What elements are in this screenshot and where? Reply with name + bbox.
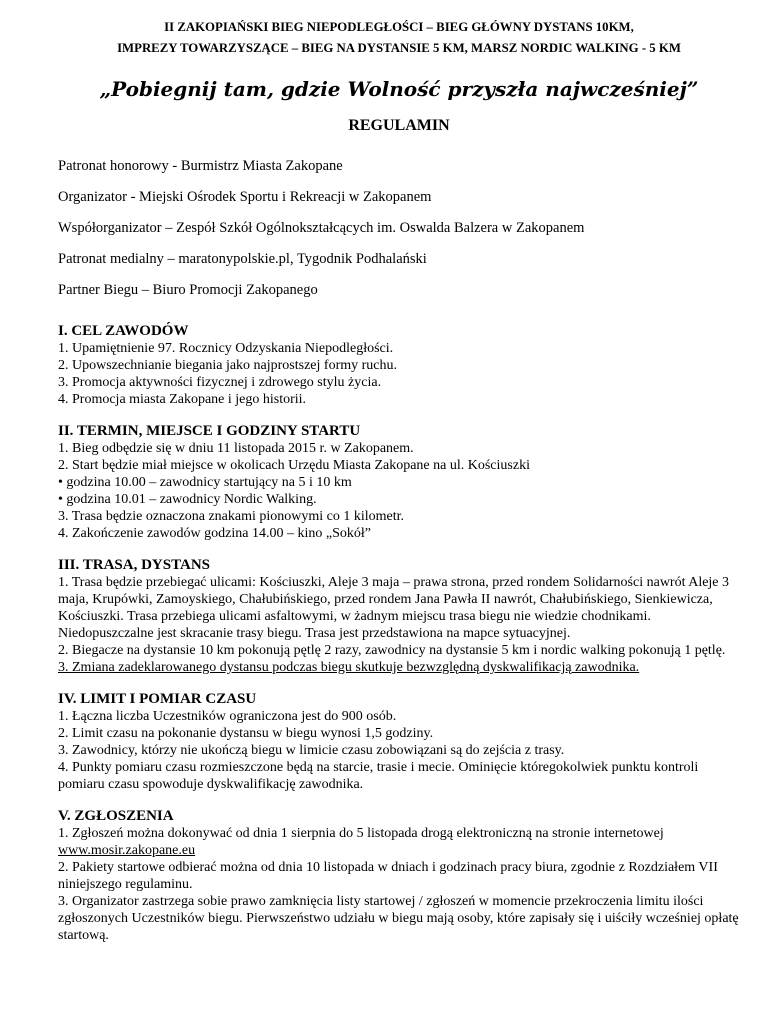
- section-heading: II. TERMIN, MIEJSCE I GODZINY STARTU: [58, 423, 361, 439]
- section-item: 1. Trasa będzie przebiegać ulicami: Kościuszki, Aleje 3 maja – prawa strona, przed rondem Solidarności nawrót Aleje 3 maja, Krupówki, Zamoyskiego, Chałubińskiego, przed rondem Jana Pawła II nawrót, Chałubińskiego, Sienkiewicza, Kościuszki. Trasa przebiega ulicami asfaltowymi, w żadnym miejscu trasa biegu nie wiedzie chodnikami. Niedopuszczalne jest skracanie trasy biegu. Trasa jest przedstawiona na mapce sytuacyjnej.: [58, 575, 730, 641]
- section-item-underlined: 3. Zmiana zadeklarowanego dystansu podczas biegu skutkuje bezwzględną dyskwalifikacją zawodnika.: [58, 660, 640, 675]
- section-item: • godzina 10.01 – zawodnicy Nordic Walking.: [58, 492, 317, 507]
- document-page: [0, 17, 768, 1011]
- info-line: Patronat medialny – maratonypolskie.pl, Tygodnik Podhalański: [58, 251, 427, 267]
- section-heading: IV. LIMIT I POMIAR CZASU: [58, 691, 257, 707]
- website-link[interactable]: www.mosir.zakopane.eu: [58, 843, 196, 858]
- section-item: 4. Promocja miasta Zakopane i jego historii.: [58, 392, 307, 407]
- section-item: 2. Limit czasu na pokonanie dystansu w biegu wynosi 1,5 godziny.: [58, 726, 434, 741]
- header-line-2: IMPREZY TOWARZYSZĄCE – BIEG NA DYSTANSIE 5 KM, MARSZ NORDIC WALKING - 5 KM: [117, 41, 681, 55]
- section-heading: V. ZGŁOSZENIA: [58, 808, 174, 824]
- section-item: 3. Promocja aktywności fizycznej i zdrowego stylu życia.: [58, 375, 382, 390]
- info-line: Organizator - Miejski Ośrodek Sportu i Rekreacji w Zakopanem: [58, 189, 432, 205]
- section-item: 1. Bieg odbędzie się w dniu 11 listopada 2015 r. w Zakopanem.: [58, 441, 414, 456]
- section-termin: [58, 422, 740, 542]
- section-item: 2. Biegacze na dystansie 10 km pokonują pętlę 2 razy, zawodnicy na dystansie 5 km i nordic walking pokonują 1 pętlę.: [58, 643, 726, 658]
- header-line-1: II ZAKOPIAŃSKI BIEG NIEPODLEGŁOŚCI – BIEG GŁÓWNY DYSTANS 10KM,: [164, 20, 634, 34]
- info-line: Patronat honorowy - Burmistrz Miasta Zakopane: [58, 158, 343, 174]
- section-limit: [58, 690, 740, 793]
- info-line: Współorganizator – Zespół Szkół Ogólnokształcących im. Oswalda Balzera w Zakopanem: [58, 220, 585, 236]
- info-line: Partner Biegu – Biuro Promocji Zakopanego: [58, 282, 318, 298]
- section-heading: I. CEL ZAWODÓW: [58, 323, 189, 339]
- section-item: 3. Trasa będzie oznaczona znakami pionowymi co 1 kilometr.: [58, 509, 405, 524]
- section-trasa: [58, 556, 740, 676]
- section-item: 4. Punkty pomiaru czasu rozmieszczone będą na starcie, trasie i mecie. Ominięcie któregokolwiek punktu kontroli pomiaru czasu spowoduje dyskwalifikację zawodnika.: [58, 760, 699, 792]
- section-item: • godzina 10.00 – zawodnicy startujący na 5 i 10 km: [58, 475, 352, 490]
- section-heading: III. TRASA, DYSTANS: [58, 557, 210, 573]
- section-item: 2. Pakiety startowe odbierać można od dnia 10 listopada w dniach i godzinach pracy biura, zgodnie z Rozdziałem VII niniejszego regulaminu.: [58, 860, 718, 892]
- motto: „Pobiegnij tam, gdzie Wolność przyszła najwcześniej”: [99, 77, 699, 101]
- section-item: 3. Zawodnicy, którzy nie ukończą biegu w limicie czasu zobowiązani są do zejścia z trasy.: [58, 743, 565, 758]
- document-header: [58, 17, 740, 59]
- section-item: 4. Zakończenie zawodów godzina 14.00 – kino „Sokół”: [58, 526, 371, 541]
- section-zgloszenia: [58, 807, 740, 944]
- section-item: 1. Łączna liczba Uczestników ograniczona jest do 900 osób.: [58, 709, 397, 724]
- document-title: REGULAMIN: [348, 117, 450, 134]
- section-item: 1. Upamiętnienie 97. Rocznicy Odzyskania Niepodległości.: [58, 341, 394, 356]
- section-item: 2. Upowszechnianie biegania jako najprostszej formy ruchu.: [58, 358, 398, 373]
- organizers-info: [58, 158, 740, 299]
- section-item: 3. Organizator zastrzega sobie prawo zamknięcia listy startowej / zgłoszeń w momencie przekroczenia limitu ilości zgłoszonych Uczestników biegu. Pierwszeństwo udziału w biegu mają osoby, które zapisały się i uiściły wcześniej opłatę startową.: [58, 894, 739, 943]
- section-item: 2. Start będzie miał miejsce w okolicach Urzędu Miasta Zakopane na ul. Kościuszki: [58, 458, 530, 473]
- section-item: 1. Zgłoszeń można dokonywać od dnia 1 sierpnia do 5 listopada drogą elektroniczną na stronie internetowej: [58, 826, 664, 841]
- section-cel-zawodow: [58, 322, 740, 408]
